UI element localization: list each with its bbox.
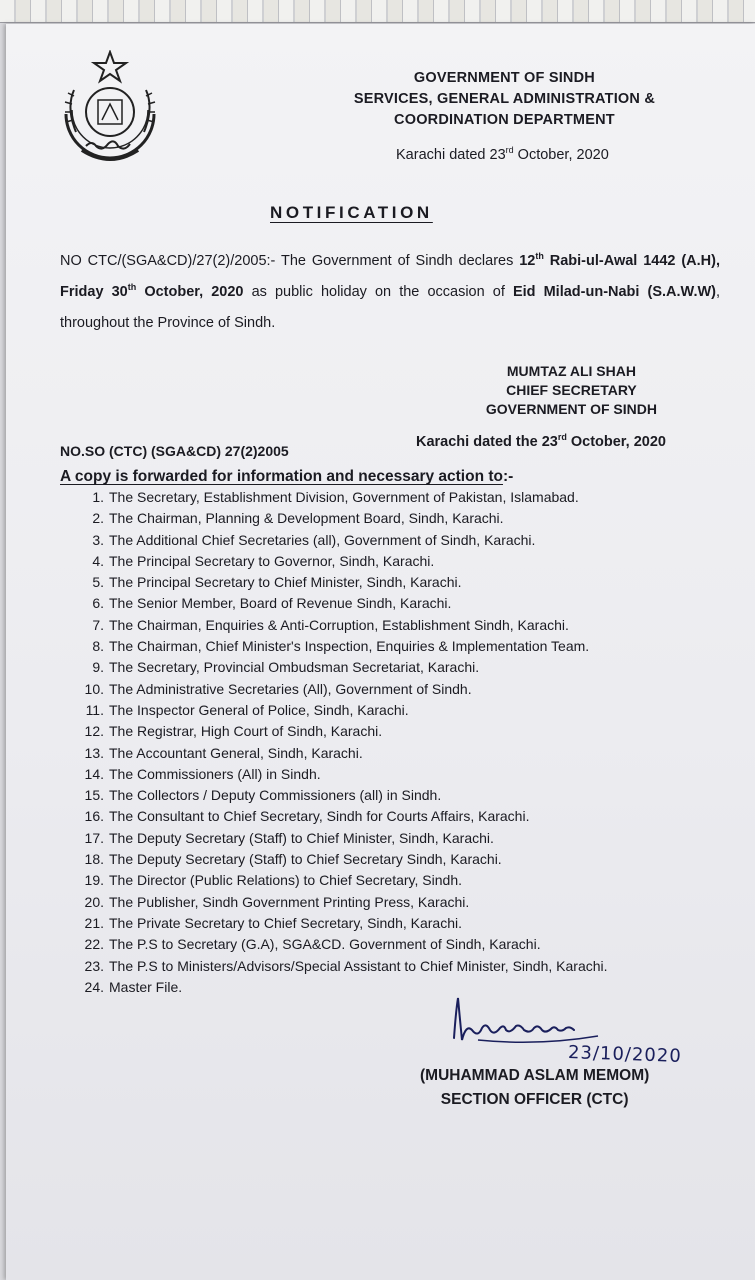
recipient-number: 17. — [84, 829, 104, 846]
recipient-item — [82, 785, 608, 806]
recipient-text: The Registrar, High Court of Sindh, Karachi. — [109, 723, 383, 740]
recipient-item — [82, 657, 608, 678]
recipient-item — [82, 636, 608, 657]
issue-date: Karachi dated 23rd October, 2020 — [396, 145, 609, 163]
department-header — [354, 68, 655, 131]
recipient-item — [82, 700, 608, 721]
recipient-text: The Inspector General of Police, Sindh, Karachi. — [109, 701, 409, 718]
recipient-text: The Chairman, Enquiries & Anti-Corruption, Establishment Sindh, Karachi. — [109, 616, 569, 633]
recipient-text: The Director (Public Relations) to Chief Secretary, Sindh. — [109, 872, 462, 889]
recipient-text: The Collectors / Deputy Commissioners (all) in Sindh. — [109, 787, 442, 804]
recipient-number: 10. — [84, 680, 104, 697]
recipient-number: 7. — [92, 616, 104, 633]
recipient-number: 16. — [84, 808, 104, 825]
recipient-item — [82, 679, 608, 700]
binding-strip — [0, 0, 755, 23]
recipient-item — [82, 913, 608, 934]
header-line-department: COORDINATION DEPARTMENT — [394, 112, 615, 128]
chief-secretary-block — [486, 362, 657, 419]
header-line-services: SERVICES, GENERAL ADMINISTRATION & — [353, 91, 655, 107]
recipient-item — [82, 743, 608, 764]
recipient-item — [82, 572, 608, 593]
recipient-number: 3. — [92, 531, 104, 548]
copy-forwarded-heading: A copy is forwarded for information and necessary action to:- — [60, 468, 514, 485]
header-line-government: GOVERNMENT OF SINDH — [413, 70, 595, 86]
recipient-item — [82, 615, 608, 636]
recipient-number: 9. — [92, 659, 104, 676]
recipient-number: 4. — [92, 552, 104, 569]
signature-date: 23/10/2020 — [567, 1042, 683, 1067]
recipient-text: The Commissioners (All) in Sindh. — [109, 765, 321, 782]
recipient-number: 5. — [92, 574, 104, 591]
recipient-number: 13. — [84, 744, 104, 761]
recipient-text: The Accountant General, Sindh, Karachi. — [109, 744, 363, 761]
recipient-number: 6. — [92, 595, 104, 612]
recipient-item — [82, 828, 608, 849]
recipient-text: The Senior Member, Board of Revenue Sindh, Karachi. — [109, 595, 452, 612]
recipient-number: 11. — [85, 701, 104, 718]
section-officer-title: SECTION OFFICER (CTC) — [440, 1091, 629, 1108]
recipient-text: The Publisher, Sindh Government Printing Press, Karachi. — [109, 893, 470, 910]
notification-title: NOTIFICATION — [270, 203, 433, 222]
recipient-number: 2. — [92, 510, 104, 527]
recipient-item — [82, 530, 608, 551]
recipient-number: 23. — [84, 957, 104, 974]
recipient-number: 12. — [84, 723, 104, 740]
recipient-number: 24. — [84, 978, 104, 995]
recipient-text: The Chairman, Chief Minister's Inspection, Enquiries & Implementation Team. — [109, 638, 590, 655]
recipient-item — [82, 764, 608, 785]
recipient-text: The Deputy Secretary (Staff) to Chief Minister, Sindh, Karachi. — [109, 829, 494, 846]
recipient-item — [82, 870, 608, 891]
recipient-item — [82, 551, 608, 572]
signatory-org: GOVERNMENT OF SINDH — [485, 401, 657, 417]
recipient-text: The Secretary, Establishment Division, Government of Pakistan, Islamabad. — [109, 489, 579, 505]
recipient-item — [82, 849, 608, 870]
recipient-number: 15. — [84, 787, 104, 804]
recipient-text: The Secretary, Provincial Ombudsman Secretariat, Karachi. — [109, 659, 480, 676]
recipient-item — [82, 721, 608, 742]
recipient-item — [82, 593, 608, 614]
recipient-text: The Additional Chief Secretaries (all), Government of Sindh, Karachi. — [109, 531, 536, 548]
signatory-title: CHIEF SECRETARY — [506, 382, 637, 398]
section-officer-name: (MUHAMMAD ASLAM MEMOM) — [420, 1067, 650, 1084]
recipient-text: The Chairman, Planning & Development Board, Sindh, Karachi. — [109, 510, 504, 527]
recipient-number: 1. — [92, 489, 104, 505]
recipient-text: Master File. — [109, 978, 183, 995]
recipient-text: The Principal Secretary to Chief Minister, Sindh, Karachi. — [109, 574, 462, 591]
recipient-number: 19. — [84, 872, 104, 889]
recipient-number: 8. — [92, 638, 104, 655]
recipient-item — [82, 487, 608, 508]
recipient-text: The Principal Secretary to Governor, Sindh, Karachi. — [109, 552, 435, 569]
reference-date: Karachi dated the 23rd October, 2020 — [416, 432, 666, 450]
recipient-text: The P.S to Secretary (G.A), SGA&CD. Government of Sindh, Karachi. — [109, 936, 541, 953]
recipient-item — [82, 892, 608, 913]
recipient-number: 20. — [84, 893, 104, 910]
recipient-item — [82, 508, 608, 529]
recipient-number: 18. — [84, 851, 104, 868]
recipient-number: 21. — [84, 914, 104, 931]
recipient-number: 22. — [84, 936, 104, 953]
recipient-text: The Deputy Secretary (Staff) to Chief Secretary Sindh, Karachi. — [109, 851, 502, 868]
recipient-text: The P.S to Ministers/Advisors/Special Assistant to Chief Minister, Sindh, Karachi. — [109, 957, 608, 974]
section-officer-block — [420, 1064, 649, 1112]
reference-number: NO.SO (CTC) (SGA&CD) 27(2)2005 — [60, 443, 289, 459]
recipient-number: 14. — [84, 765, 104, 782]
recipient-text: The Private Secretary to Chief Secretary, Sindh, Karachi. — [109, 914, 463, 931]
notification-body: NO CTC/(SGA&CD)/27(2)/2005:- The Government of Sindh declares 12th Rabi-ul-Awal 1442 (A.H), Friday 30th October, 2020 as public holiday on the occasion of Eid Milad-un-Nabi (S.A.W.W), throughout the Province of Sindh. — [60, 251, 721, 331]
recipient-item — [82, 934, 608, 955]
signatory-name: MUMTAZ ALI SHAH — [506, 363, 636, 379]
recipient-text: The Consultant to Chief Secretary, Sindh for Courts Affairs, Karachi. — [109, 808, 530, 825]
recipient-item — [82, 806, 608, 827]
sindh-government-seal-icon — [52, 50, 168, 174]
recipient-text: The Administrative Secretaries (All), Government of Sindh. — [109, 680, 472, 697]
recipient-item — [82, 956, 608, 977]
recipient-list — [82, 487, 608, 998]
